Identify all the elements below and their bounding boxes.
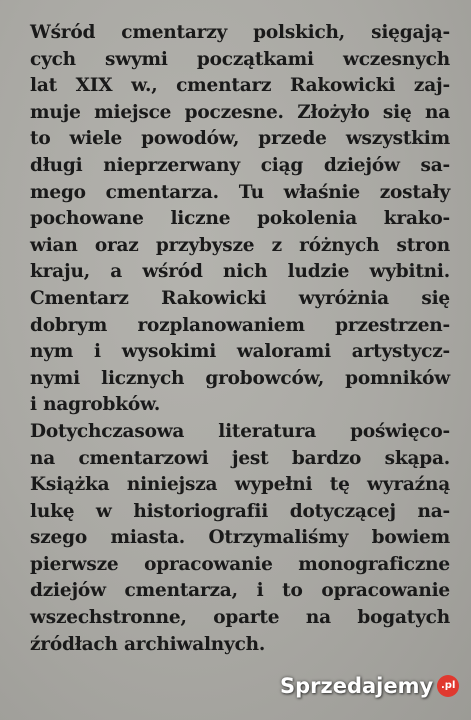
text-line: kraju, a wśród nich ludzie wybitni. bbox=[30, 261, 450, 283]
text-line: pochowane liczne pokolenia krako- bbox=[30, 208, 450, 230]
text-line: Wśród cmentarzy polskich, sięgają- bbox=[30, 22, 450, 43]
text-line: cych swymi początkami wczesnych bbox=[30, 48, 450, 70]
text-line: to wiele powodów, przede wszystkim bbox=[30, 128, 450, 150]
watermark-tld-badge: .pl bbox=[437, 675, 459, 697]
text-line: wszechstronne, oparte na bogatych bbox=[30, 607, 450, 629]
text-line: mego cmentarza. Tu właśnie zostały bbox=[30, 181, 450, 203]
text-line: dobrym rozplanowaniem przestrzen- bbox=[30, 314, 450, 336]
text-line: Cmentarz Rakowicki wyróżnia się bbox=[30, 287, 450, 309]
text-line: i nagrobków. bbox=[30, 394, 161, 416]
sprzedajemy-logo bbox=[280, 674, 459, 698]
paragraph-1 bbox=[30, 20, 450, 419]
text-line: lat XIX w., cmentarz Rakowicki zaj- bbox=[30, 75, 450, 97]
text-line: pierwsze opracowanie monograficzne bbox=[30, 553, 450, 575]
sprzedajemy-watermark bbox=[280, 666, 459, 706]
text-line: lukę w historiografii dotyczącej na- bbox=[30, 500, 450, 522]
text-line: szego miasta. Otrzymaliśmy bowiem bbox=[30, 527, 450, 549]
text-line: nym i wysokimi walorami artystycz- bbox=[30, 341, 450, 363]
text-line: wian oraz przybysze z różnych stron bbox=[30, 234, 450, 256]
text-line: długi nieprzerwany ciąg dziejów sa- bbox=[30, 154, 450, 176]
text-line: dziejów cmentarza, i to opracowanie bbox=[30, 580, 450, 602]
body-text bbox=[30, 20, 450, 658]
text-line: Książka niniejsza wypełni tę wyraźną bbox=[30, 474, 450, 496]
paragraph-2 bbox=[30, 419, 450, 658]
text-line: źródłach archiwalnych. bbox=[30, 633, 266, 655]
text-line: na cmentarzowi jest bardzo skąpa. bbox=[30, 447, 450, 469]
text-line: nymi licznych grobowców, pomników bbox=[30, 367, 450, 389]
text-line: muje miejsce poczesne. Złożyło się na bbox=[30, 101, 450, 123]
watermark-brand: Sprzedajemy bbox=[280, 674, 434, 698]
text-line: Dotychczasowa literatura poświęco- bbox=[30, 420, 450, 442]
